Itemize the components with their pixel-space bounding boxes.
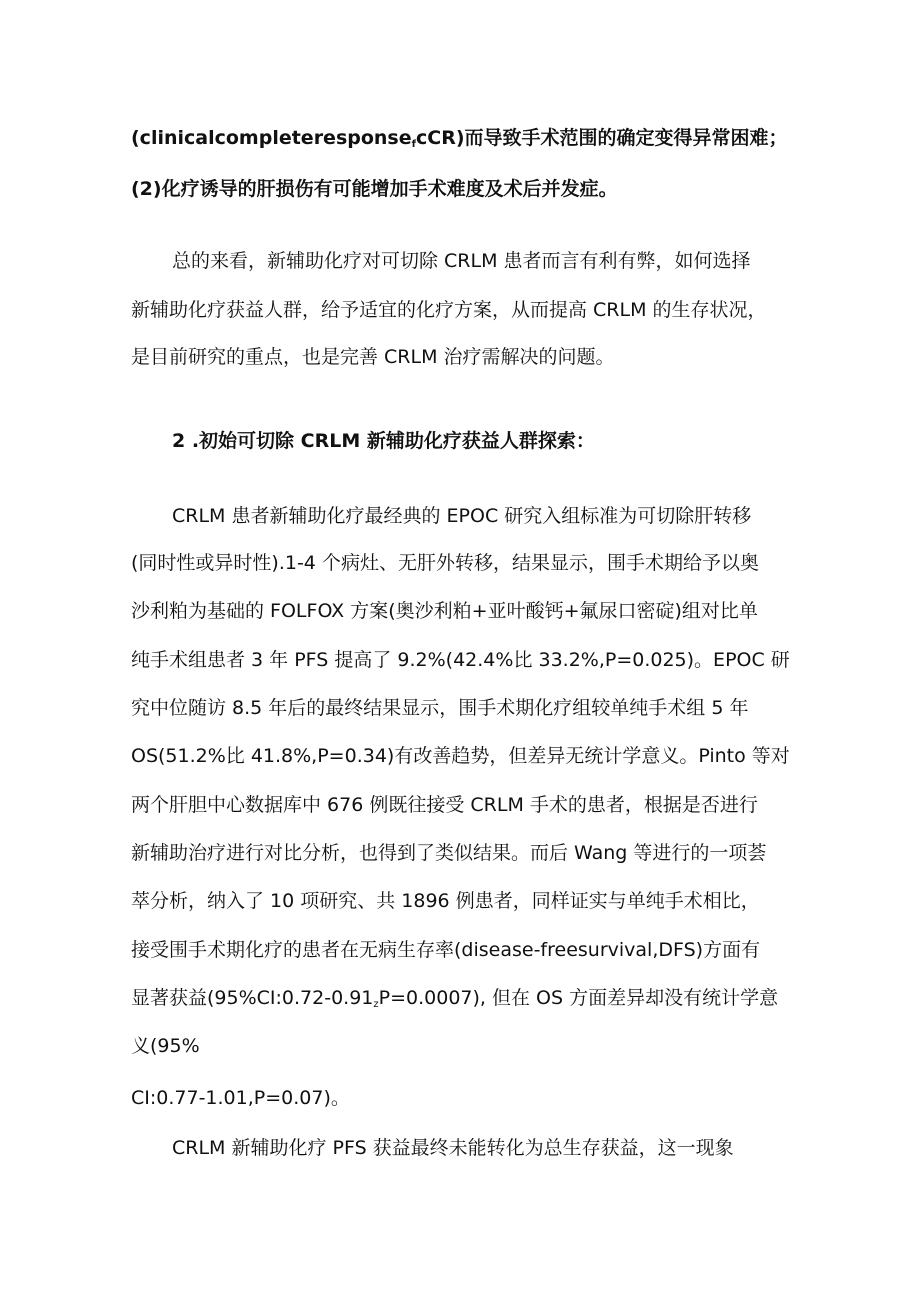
text-segment: 显著获益(95%CI:0.72-0.91: [131, 987, 374, 1009]
subscript: z: [373, 999, 379, 1010]
text-segment: P=0.0007), 但在 OS 方面差异却没有统计学意: [378, 987, 779, 1009]
text-segment: cCR)而导致手术范围的确定变得异常困难；: [416, 127, 788, 149]
paragraph-top-line-2: (2)化疗诱导的肝损伤有可能增加手术难度及术后并发症。: [131, 178, 618, 200]
epoc-line-11: [131, 985, 778, 1018]
epoc-line-2: (同时性或异时性).1-4 个病灶、无肝外转移，结果显示，围手术期给予以奥: [131, 552, 759, 574]
epoc-line-3: 沙利粕为基础的 FOLFOX 方案(奥沙利粕+亚叶酸钙+氟尿口密碇)组对比单: [131, 600, 758, 622]
epoc-line-4: 纯手术组患者 3 年 PFS 提高了 9.2%(42.4%比 33.2%,P=0.025)。EPOC 研: [131, 649, 790, 671]
epoc-line-1: CRLM 患者新辅助化疗最经典的 EPOC 研究入组标准为可切除肝转移: [172, 505, 752, 527]
section-heading: 2 .初始可切除 CRLM 新辅助化疗获益人群探索：: [172, 430, 595, 452]
epoc-line-5: 究中位随访 8.5 年后的最终结果显示，围手术期化疗组较单纯手术组 5 年: [131, 697, 749, 719]
summary-line-3: 是目前研究的重点，也是完善 CRLM 治疗需解决的问题。: [131, 346, 615, 368]
epoc-line-7: 两个肝胆中心数据库中 676 例既往接受 CRLM 手术的患者，根据是否进行: [131, 794, 758, 816]
epoc-line-12: 义(95%: [131, 1035, 200, 1057]
epoc-line-6: OS(51.2%比 41.8%,P=0.34)有改善趋势，但差异无统计学意义。Pinto 等对: [131, 745, 790, 767]
epoc-line-8: 新辅助治疗进行对比分析，也得到了类似结果。而后 Wang 等进行的一项荟: [131, 842, 767, 864]
last-paragraph-line: CRLM 新辅助化疗 PFS 获益最终未能转化为总生存获益，这一现象: [172, 1137, 734, 1159]
epoc-line-10: 接受围手术期化疗的患者在无病生存率(disease-freesurvival,DFS)方面有: [131, 939, 761, 961]
summary-line-2: 新辅助化疗获益人群，给予适宜的化疗方案，从而提高 CRLM 的生存状况，: [131, 299, 767, 321]
summary-line-1: 总的来看，新辅助化疗对可切除 CRLM 患者而言有利有弊，如何选择: [172, 250, 751, 272]
text-segment: (clinicalcompleteresponse: [131, 127, 412, 149]
epoc-line-9: 萃分析，纳入了 10 项研究、共 1896 例患者，同样证实与单纯手术相比，: [131, 890, 760, 912]
paragraph-top-line-1: [131, 125, 788, 158]
ci-line: CI:0.77-1.01,P=0.07)。: [131, 1087, 350, 1109]
subscript: f: [411, 139, 416, 150]
